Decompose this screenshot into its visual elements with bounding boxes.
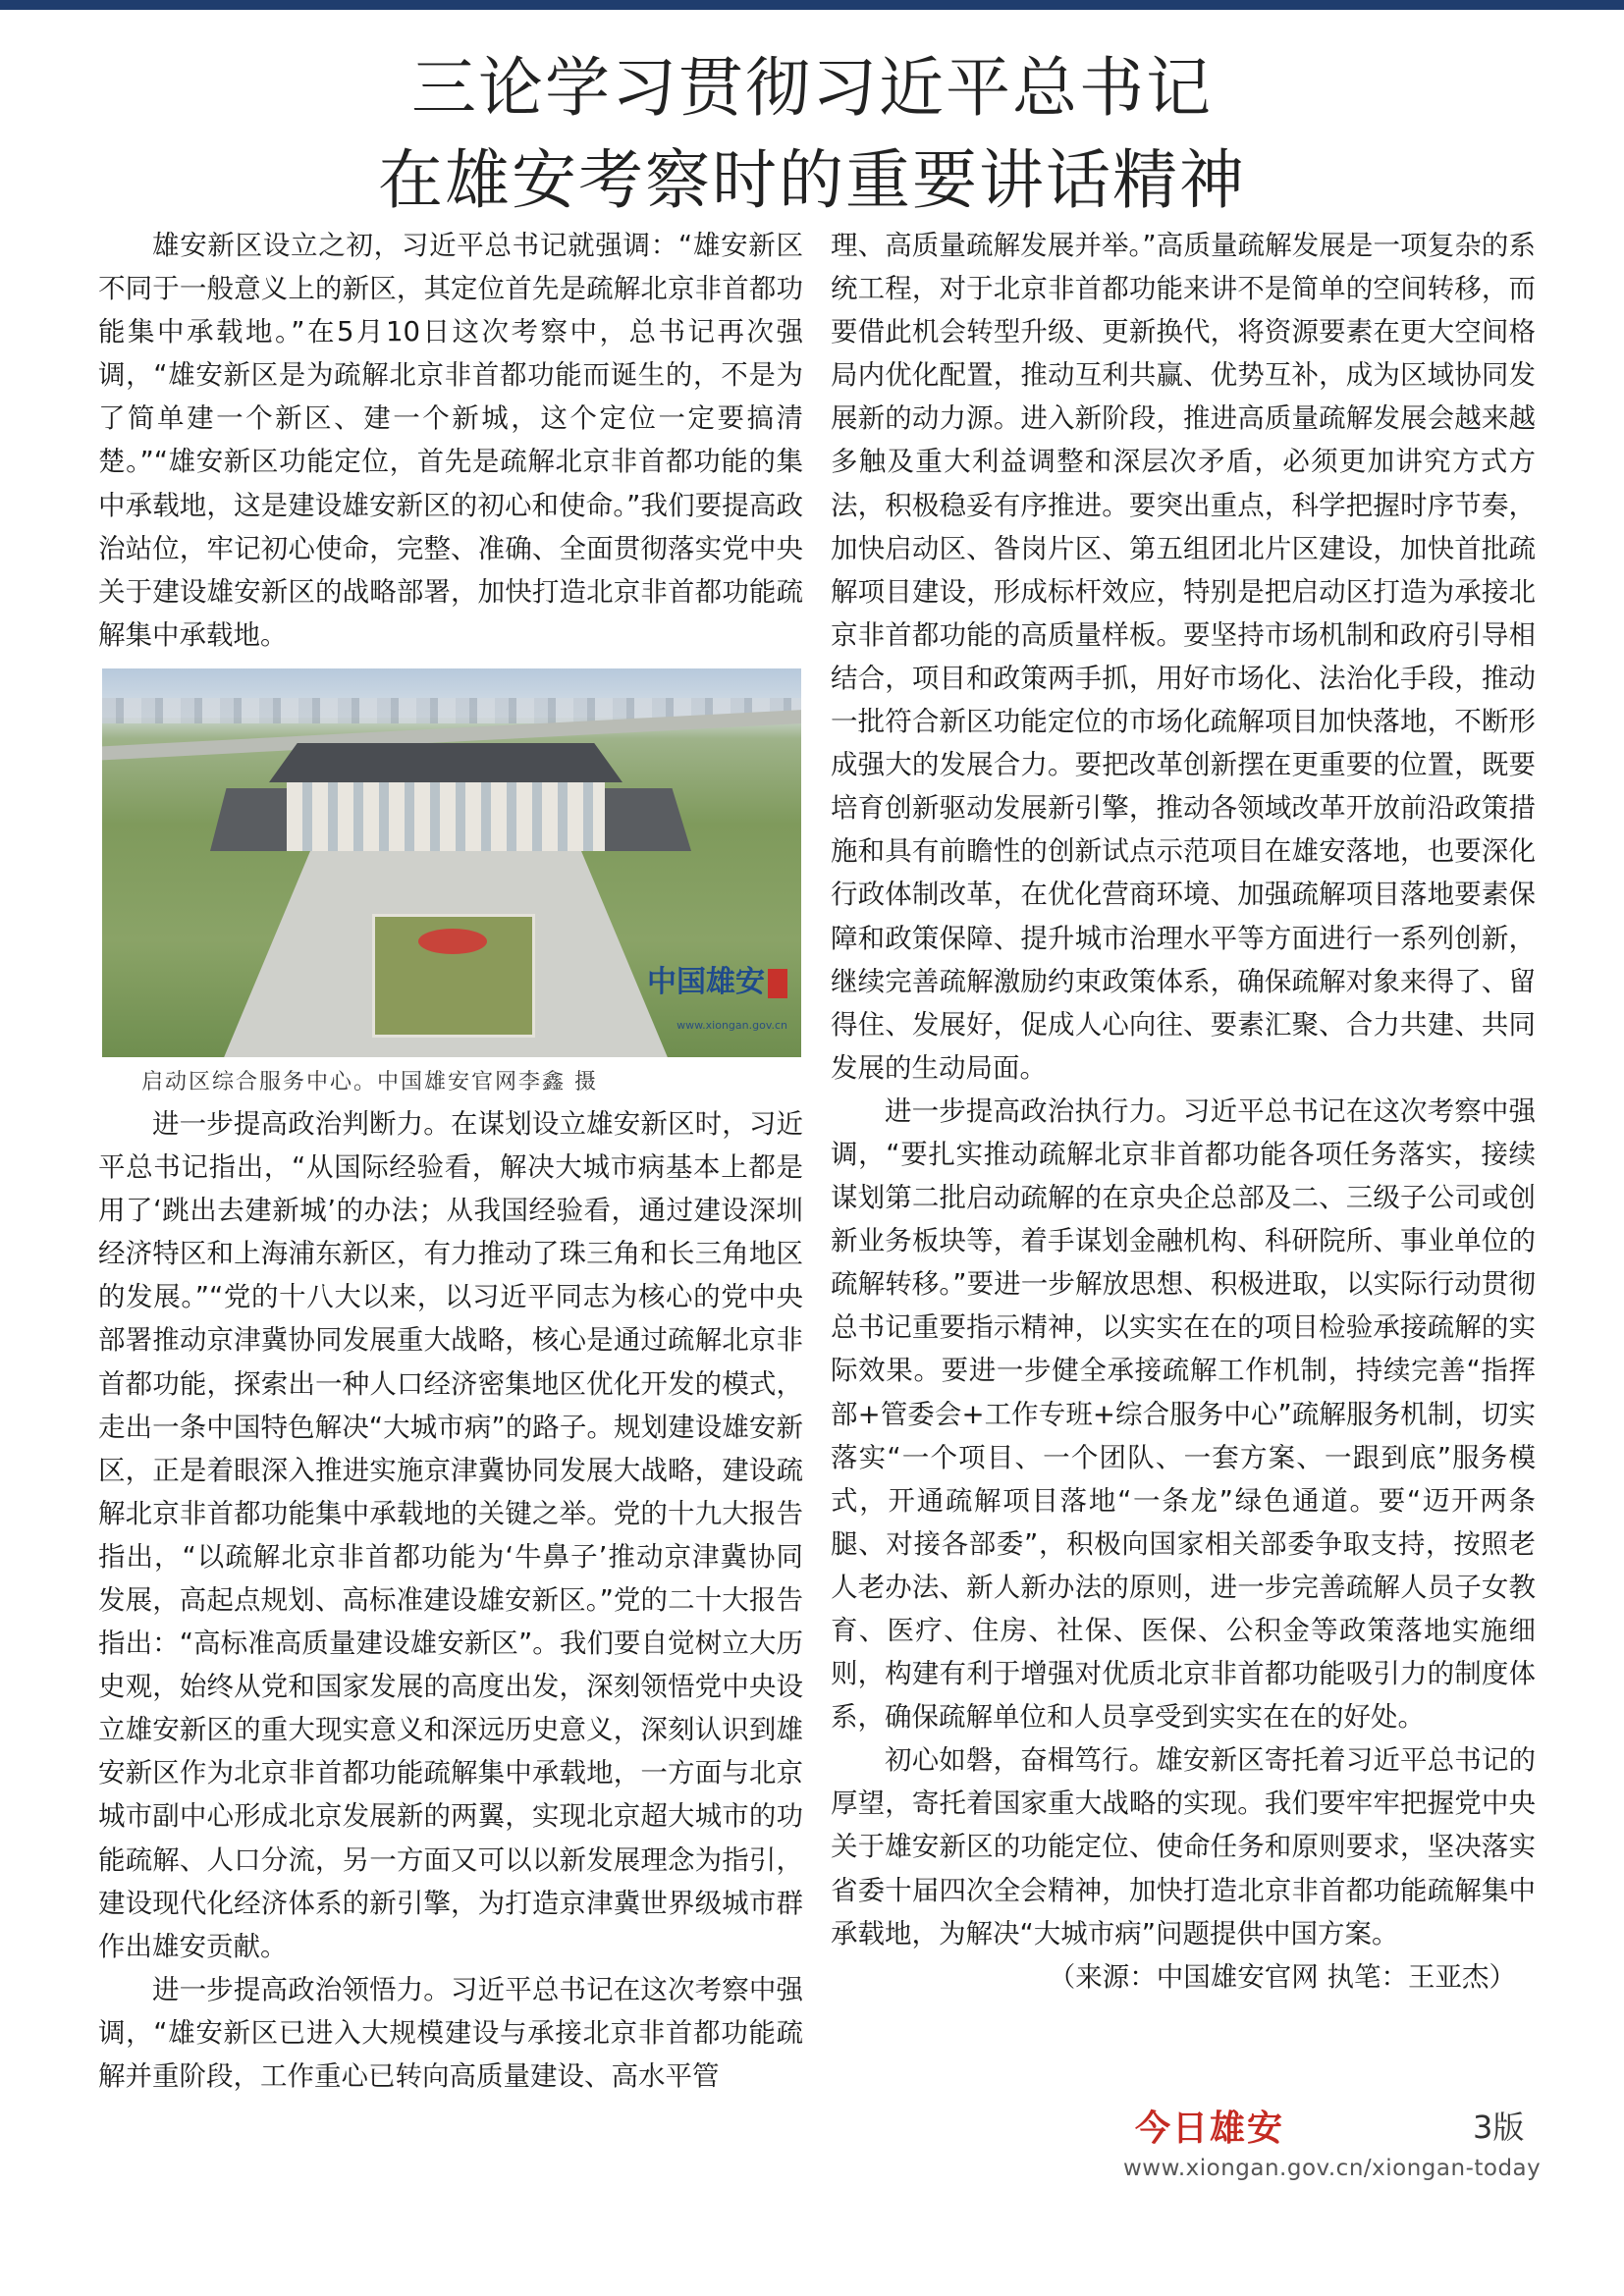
right-column — [831, 224, 1536, 1999]
photo-watermark-url: www.xiongan.gov.cn — [677, 1018, 787, 1032]
paragraph: 进一步提高政治领悟力。习近平总书记在这次考察中强调，“雄安新区已进入大规模建设与承接北京非首都功能疏解并重阶段，工作重心已转向高质量建设、高水平管 — [98, 1973, 803, 2092]
paragraph: 初心如磐，奋楫笃行。雄安新区寄托着习近平总书记的厚望，寄托着国家重大战略的实现。我们要牢牢把握党中央关于雄安新区的功能定位、使命任务和原则要求，坚决落实省委十届四次全会精神，加快打造北京非首都功能疏解集中承载地，为解决“大城市病”问题提供中国方案。 — [831, 1744, 1536, 1949]
article-title-line-1: 三论学习贯彻习近平总书记 — [411, 50, 1213, 126]
paragraph: 理、高质量疏解发展并举。”高质量疏解发展是一项复杂的系统工程，对于北京非首都功能来讲不是简单的空间转移，而要借此机会转型升级、更新换代，将资源要素在更大空间格局内优化配置，推动互利共赢、优势互补，成为区域协同发展新的动力源。进入新阶段，推进高质量疏解发展会越来越多触及重大利益调整和深层次矛盾，必须更加讲究方式方法，积极稳妥有序推进。要突出重点，科学把握时序节奏，加快启动区、昝岗片区、第五组团北片区建设，加快首批疏解项目建设，形成标杆效应，特别是把启动区打造为承接北京非首都功能的高质量样板。要坚持市场机制和政府引导相结合，项目和政策两手抓，用好市场化、法治化手段，推动一批符合新区功能定位的市场化疏解项目加快落地，不断形成强大的发展合力。要把改革创新摆在更重要的位置，既要培育创新驱动发展新引擎，推动各领域改革开放前沿政策措施和具有前瞻性的创新试点示范项目在雄安落地，也要深化行政体制改革，在优化营商环境、加强疏解项目落地要素保障和政策保障、提升城市治理水平等方面进行一系列创新，继续完善疏解激励约束政策体系，确保疏解对象来得了、留得住、发展好，促成人心向往、要素汇聚、合力共建、共同发展的生动局面。 — [831, 230, 1536, 1084]
top-color-bar — [0, 0, 1624, 10]
paragraph: 进一步提高政治执行力。习近平总书记在这次考察中强调，“要扎实推动疏解北京非首都功能各项任务落实，接续谋划第二批启动疏解的在京央企总部及二、三级子公司或创新业务板块等，着手谋划金融机构、科研院所、事业单位的疏解转移。”要进一步解放思想、积极进取，以实际行动贯彻总书记重要指示精神，以实实在在的项目检验承接疏解的实际效果。要进一步健全承接疏解工作机制，持续完善“指挥部+管委会+工作专班+综合服务中心”疏解服务机制，切实落实“一个项目、一个团队、一套方案、一跟到底”服务模式，开通疏解项目落地“一条龙”绿色通道。要“迈开两条腿、对接各部委”，积极向国家相关部委争取支持，按照老人老办法、新人新办法的原则，进一步完善疏解人员子女教育、医疗、住房、社保、医保、公积金等政策落地实施细则，构建有利于增强对优质北京非首都功能吸引力的制度体系，确保疏解单位和人员享受到实实在在的好处。 — [831, 1095, 1536, 1734]
publication-url[interactable]: www.xiongan.gov.cn/xiongan-today — [1123, 2156, 1542, 2181]
article-photo — [102, 668, 801, 1057]
paragraph: 雄安新区设立之初，习近平总书记就强调：“雄安新区不同于一般意义上的新区，其定位首先是疏解北京非首都功能集中承载地。”在5月10日这次考察中，总书记再次强调，“雄安新区是为疏解北京非首都功能而诞生的，不是为了简单建一个新区、建一个新城，这个定位一定要搞清楚。”“雄安新区功能定位，首先是疏解北京非首都功能的集中承载地，这是建设雄安新区的初心和使命。”我们要提高政治站位，牢记初心使命，完整、准确、全面贯彻落实党中央关于建设雄安新区的战略部署，加快打造北京非首都功能疏解集中承载地。 — [98, 230, 803, 651]
publication-logo: 今日雄安 — [1135, 2108, 1285, 2149]
seal-icon — [768, 969, 787, 998]
photo-caption: 启动区综合服务中心。中国雄安官网李鑫 摄 — [141, 1069, 598, 1095]
paragraph: 进一步提高政治判断力。在谋划设立雄安新区时，习近平总书记指出，“从国际经验看，解决大城市病基本上都是用了‘跳出去建新城’的办法；从我国经验看，通过建设深圳经济特区和上海浦东新区，有力推动了珠三角和长三角地区的发展。”“党的十八大以来，以习近平同志为核心的党中央部署推动京津冀协同发展重大战略，核心是通过疏解北京非首都功能，探索出一种人口经济密集地区优化开发的模式，走出一条中国特色解决“大城市病”的路子。规划建设雄安新区，正是着眼深入推进实施京津冀协同发展大战略，建设疏解北京非首都功能集中承载地的关键之举。党的十九大报告指出，“以疏解北京非首都功能为‘牛鼻子’推动京津冀协同发展，高起点规划、高标准建设雄安新区。”党的二十大报告指出：“高标准高质量建设雄安新区”。我们要自觉树立大历史观，始终从党和国家发展的高度出发，深刻领悟党中央设立雄安新区的重大现实意义和深远历史意义，深刻认识到雄安新区作为北京非首都功能疏解集中承载地，一方面与北京城市副中心形成北京发展新的两翼，实现北京超大城市的功能疏解、人口分流，另一方面又可以以新发展理念为指引，建设现代化经济体系的新引擎，为打造京津冀世界级城市群作出雄安贡献。 — [98, 1107, 803, 1962]
page-number: 3版 — [1473, 2109, 1525, 2146]
left-column — [98, 224, 803, 2098]
article-source: （来源：中国雄安官网 执笔：王亚杰） — [1048, 1960, 1516, 1993]
photo-watermark-text: 中国雄安 — [647, 964, 765, 999]
photo-watermark-logo — [647, 961, 787, 1047]
article-title-line-2: 在雄安考察时的重要讲话精神 — [378, 142, 1246, 218]
